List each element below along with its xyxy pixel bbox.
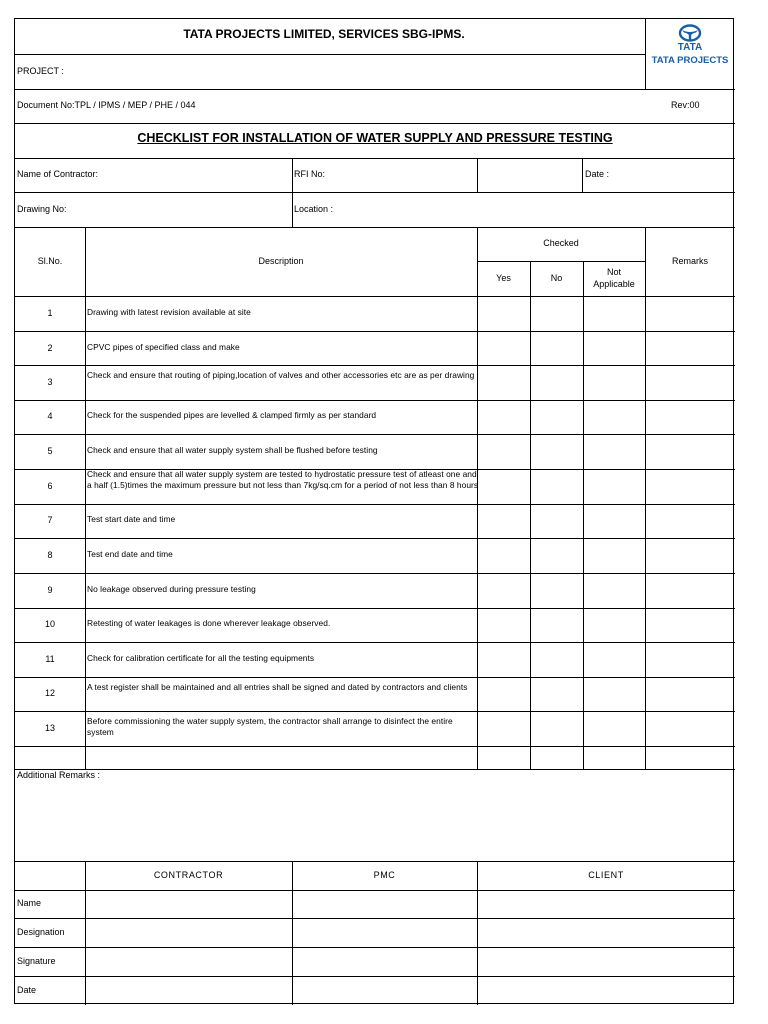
signoff-row-signature: Signature — [17, 956, 56, 966]
project-label: PROJECT : — [17, 66, 64, 76]
additional-remarks-label: Additional Remarks : — [17, 770, 101, 780]
location-label: Location : — [294, 204, 334, 214]
col-remarks: Remarks — [671, 256, 708, 266]
signoff-client: CLIENT — [588, 870, 624, 880]
document-number: Document No:TPL / IPMS / MEP / PHE / 044 — [17, 100, 196, 110]
col-not-applicable-2: Applicable — [593, 279, 635, 289]
signoff-row-name: Name — [17, 898, 42, 908]
tata-projects-logo — [647, 21, 733, 87]
signoff-contractor: CONTRACTOR — [153, 870, 224, 880]
checklist-title: CHECKLIST FOR INSTALLATION OF WATER SUPPLY AND PRESSURE TESTING — [137, 131, 613, 145]
tata-logo-icon — [647, 21, 733, 87]
svg-text:TATA PROJECTS: TATA PROJECTS — [651, 55, 729, 66]
rfi-label: RFI No: — [294, 169, 326, 179]
signoff-pmc: PMC — [373, 870, 396, 880]
date-label: Date : — [585, 169, 610, 179]
svg-text:TATA: TATA — [677, 42, 703, 53]
signoff-row-date: Date — [17, 985, 37, 995]
col-not-applicable-1: Not — [606, 267, 621, 277]
signoff-row-designation: Designation — [17, 927, 65, 937]
col-yes: Yes — [496, 273, 511, 283]
drawing-label: Drawing No: — [17, 204, 67, 214]
contractor-label: Name of Contractor: — [17, 169, 99, 179]
company-title: TATA PROJECTS LIMITED, SERVICES SBG-IPMS. — [183, 27, 465, 41]
col-no: No — [550, 273, 563, 283]
revision: Rev:00 — [671, 100, 700, 110]
checklist-sheet: TATA PROJECTS LIMITED, SERVICES SBG-IPMS. PROJECT : TATA TATA PROJECTS Document No:TPL / IPMS / MEP / PHE / 044 Rev:00 CHECKLIST FOR INSTALLATION OF WATER SUPPLY AND PRESSURE TESTING Name of Contractor: RFI No: Date : Drawing No: Location : Sl.No. Description Checked Yes No Not Applicable Remarks 1 Drawing with latest revision available at site 2 CPVC pipes of specified class and make 3 Check and ensure that routing of piping,location of valves and other accessories etc are as per drawing 4 Check for the suspended pipes are levelled & clamped firmly as per standard 5 Check and ensure that all water supply system shall be flushed before testing 6 Check and ensure that all water supply system are tested to hydrostatic pressure test of atleast one and a half (1.5)times the maximum pressure but not less than 7kg/sq.cm for a period of not less than 8 hours 7 Test start date and time 8 Test end date and time 9 No leakage observed during pressure testing 10 Retesting of water leakages is done wherever leakage observed. 11 Check for calibration certificate for all the testing equipments 12 A test register shall be maintained and all entries shall be signed and dated by contractors and clients 13 Before commissioning the water supply system, the contractor shall arrange to disinfect the entire system Additional Remarks : CONTRACTOR PMC CLIENT Name Designation Signature Date — [14, 18, 734, 1004]
col-slno: Sl.No. — [37, 256, 63, 266]
col-checked: Checked — [543, 238, 579, 248]
col-description: Description — [258, 256, 304, 266]
